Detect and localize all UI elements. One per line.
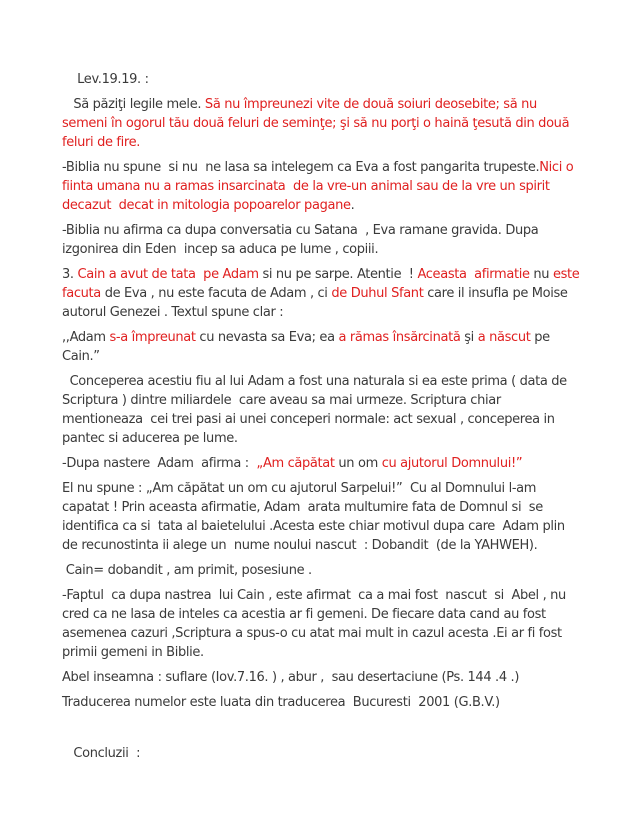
document-text-body: [62, 70, 584, 763]
emphasized-text-run: Cain a avut de tata pe Adam: [77, 267, 259, 282]
paragraph: [62, 454, 584, 473]
text-run: pe Cain.”: [62, 330, 554, 364]
text-run: Abel inseamna : suflare (Iov.7.16. ) , abur , sau desertaciune (Ps. 144 .4 .): [62, 670, 520, 685]
paragraph: [62, 265, 584, 322]
text-run: Să păziţi legile mele.: [62, 97, 205, 112]
text-run: -Biblia nu afirma ca dupa conversatia cu Satana , Eva ramane gravida. Dupa izgonirea din Eden incep sa aduca pe lume , copiii.: [62, 223, 543, 257]
emphasized-text-run: Nici o fiinta umana nu a ramas insarcinata de la vre-un animal sau de la vre un spirit decazut decat in mitologia popoarelor pagane: [62, 160, 578, 213]
emphasized-text-run: Să nu împreunezi vite de două soiuri deosebite; să nu semeni în ogorul tău două feluri de seminţe; şi să nu porţi o haină ţesută din două feluri de fire.: [62, 97, 573, 150]
emphasized-text-run: s-a împreunat: [109, 330, 196, 345]
emphasized-text-run: este facuta: [62, 267, 584, 301]
emphasized-text-run: „Am căpătat: [256, 456, 335, 471]
text-run: -Faptul ca dupa nastrea lui Cain , este afirmat ca a mai fost nascut si Abel , nu cred ca ne lasa de inteles ca acestia ar fi gemeni. De fiecare data cand au fost asemenea cazuri ,Scriptura a spus-o cu atat mai mult in cazul acesta .Ei ar fi fost primii gemeni in Biblie.: [62, 588, 570, 660]
paragraph: [62, 561, 584, 580]
paragraph: [62, 372, 584, 448]
emphasized-text-run: de Duhul Sfant: [331, 286, 424, 301]
paragraph: [62, 328, 584, 366]
paragraph: [62, 95, 584, 152]
text-run: şi: [460, 330, 478, 345]
paragraph: [62, 744, 584, 763]
text-run: Conceperea acestiu fiu al lui Adam a fost una naturala si ea este prima ( data de Scriptura ) dintre miliardele care aveau sa mai urmeze. Scriptura chiar mentioneaza cei trei pasi ai unei conceperi normale: act sexual , conceperea in pantec si aducerea pe lume.: [62, 374, 571, 446]
text-run: cu nevasta sa Eva; ea: [195, 330, 339, 345]
text-run: Cain= dobandit , am primit, posesiune .: [62, 563, 312, 578]
text-run: El nu spune : „Am căpătat un om cu ajutorul Sarpelui!” Cu al Domnului l-am capatat ! Prin aceasta afirmatie, Adam arata multumire fata de Domnul si se identifica ca si tata al baietelului .Acesta este chiar motivul dupa care Adam plin de recunostinta ii alege un nume noului nascut : Dobandit (de la YAHWEH).: [62, 481, 569, 553]
paragraph: [62, 479, 584, 555]
text-run: -Biblia nu spune si nu ne lasa sa intelegem ca Eva a fost pangarita trupeste.: [62, 160, 540, 175]
text-run: Concluzii :: [62, 746, 141, 761]
text-run: .: [350, 198, 355, 213]
paragraph: [62, 221, 584, 259]
paragraph: [62, 70, 584, 89]
text-run: nu: [529, 267, 553, 282]
text-run: care il insufla pe Moise autorul Genezei . Textul spune clar :: [62, 286, 572, 320]
emphasized-text-run: cu ajutorul Domnului!”: [381, 456, 523, 471]
text-run: ,,Adam: [62, 330, 110, 345]
text-run: Traducerea numelor este luata din traducerea Bucuresti 2001 (G.B.V.): [62, 695, 500, 710]
paragraph: [62, 158, 584, 215]
text-run: Lev.19.19. :: [62, 72, 149, 87]
text-run: -Dupa nastere Adam afirma :: [62, 456, 257, 471]
emphasized-text-run: Aceasta afirmatie: [417, 267, 530, 282]
paragraph: [62, 693, 584, 712]
paragraph: [62, 668, 584, 687]
text-run: 3.: [62, 267, 78, 282]
text-run: de Eva , nu este facuta de Adam , ci: [100, 286, 332, 301]
emphasized-text-run: a rămas însărcinată: [338, 330, 461, 345]
text-run: si nu pe sarpe. Atentie !: [258, 267, 418, 282]
paragraph: [62, 586, 584, 662]
text-run: un om: [334, 456, 382, 471]
emphasized-text-run: a născut: [477, 330, 531, 345]
